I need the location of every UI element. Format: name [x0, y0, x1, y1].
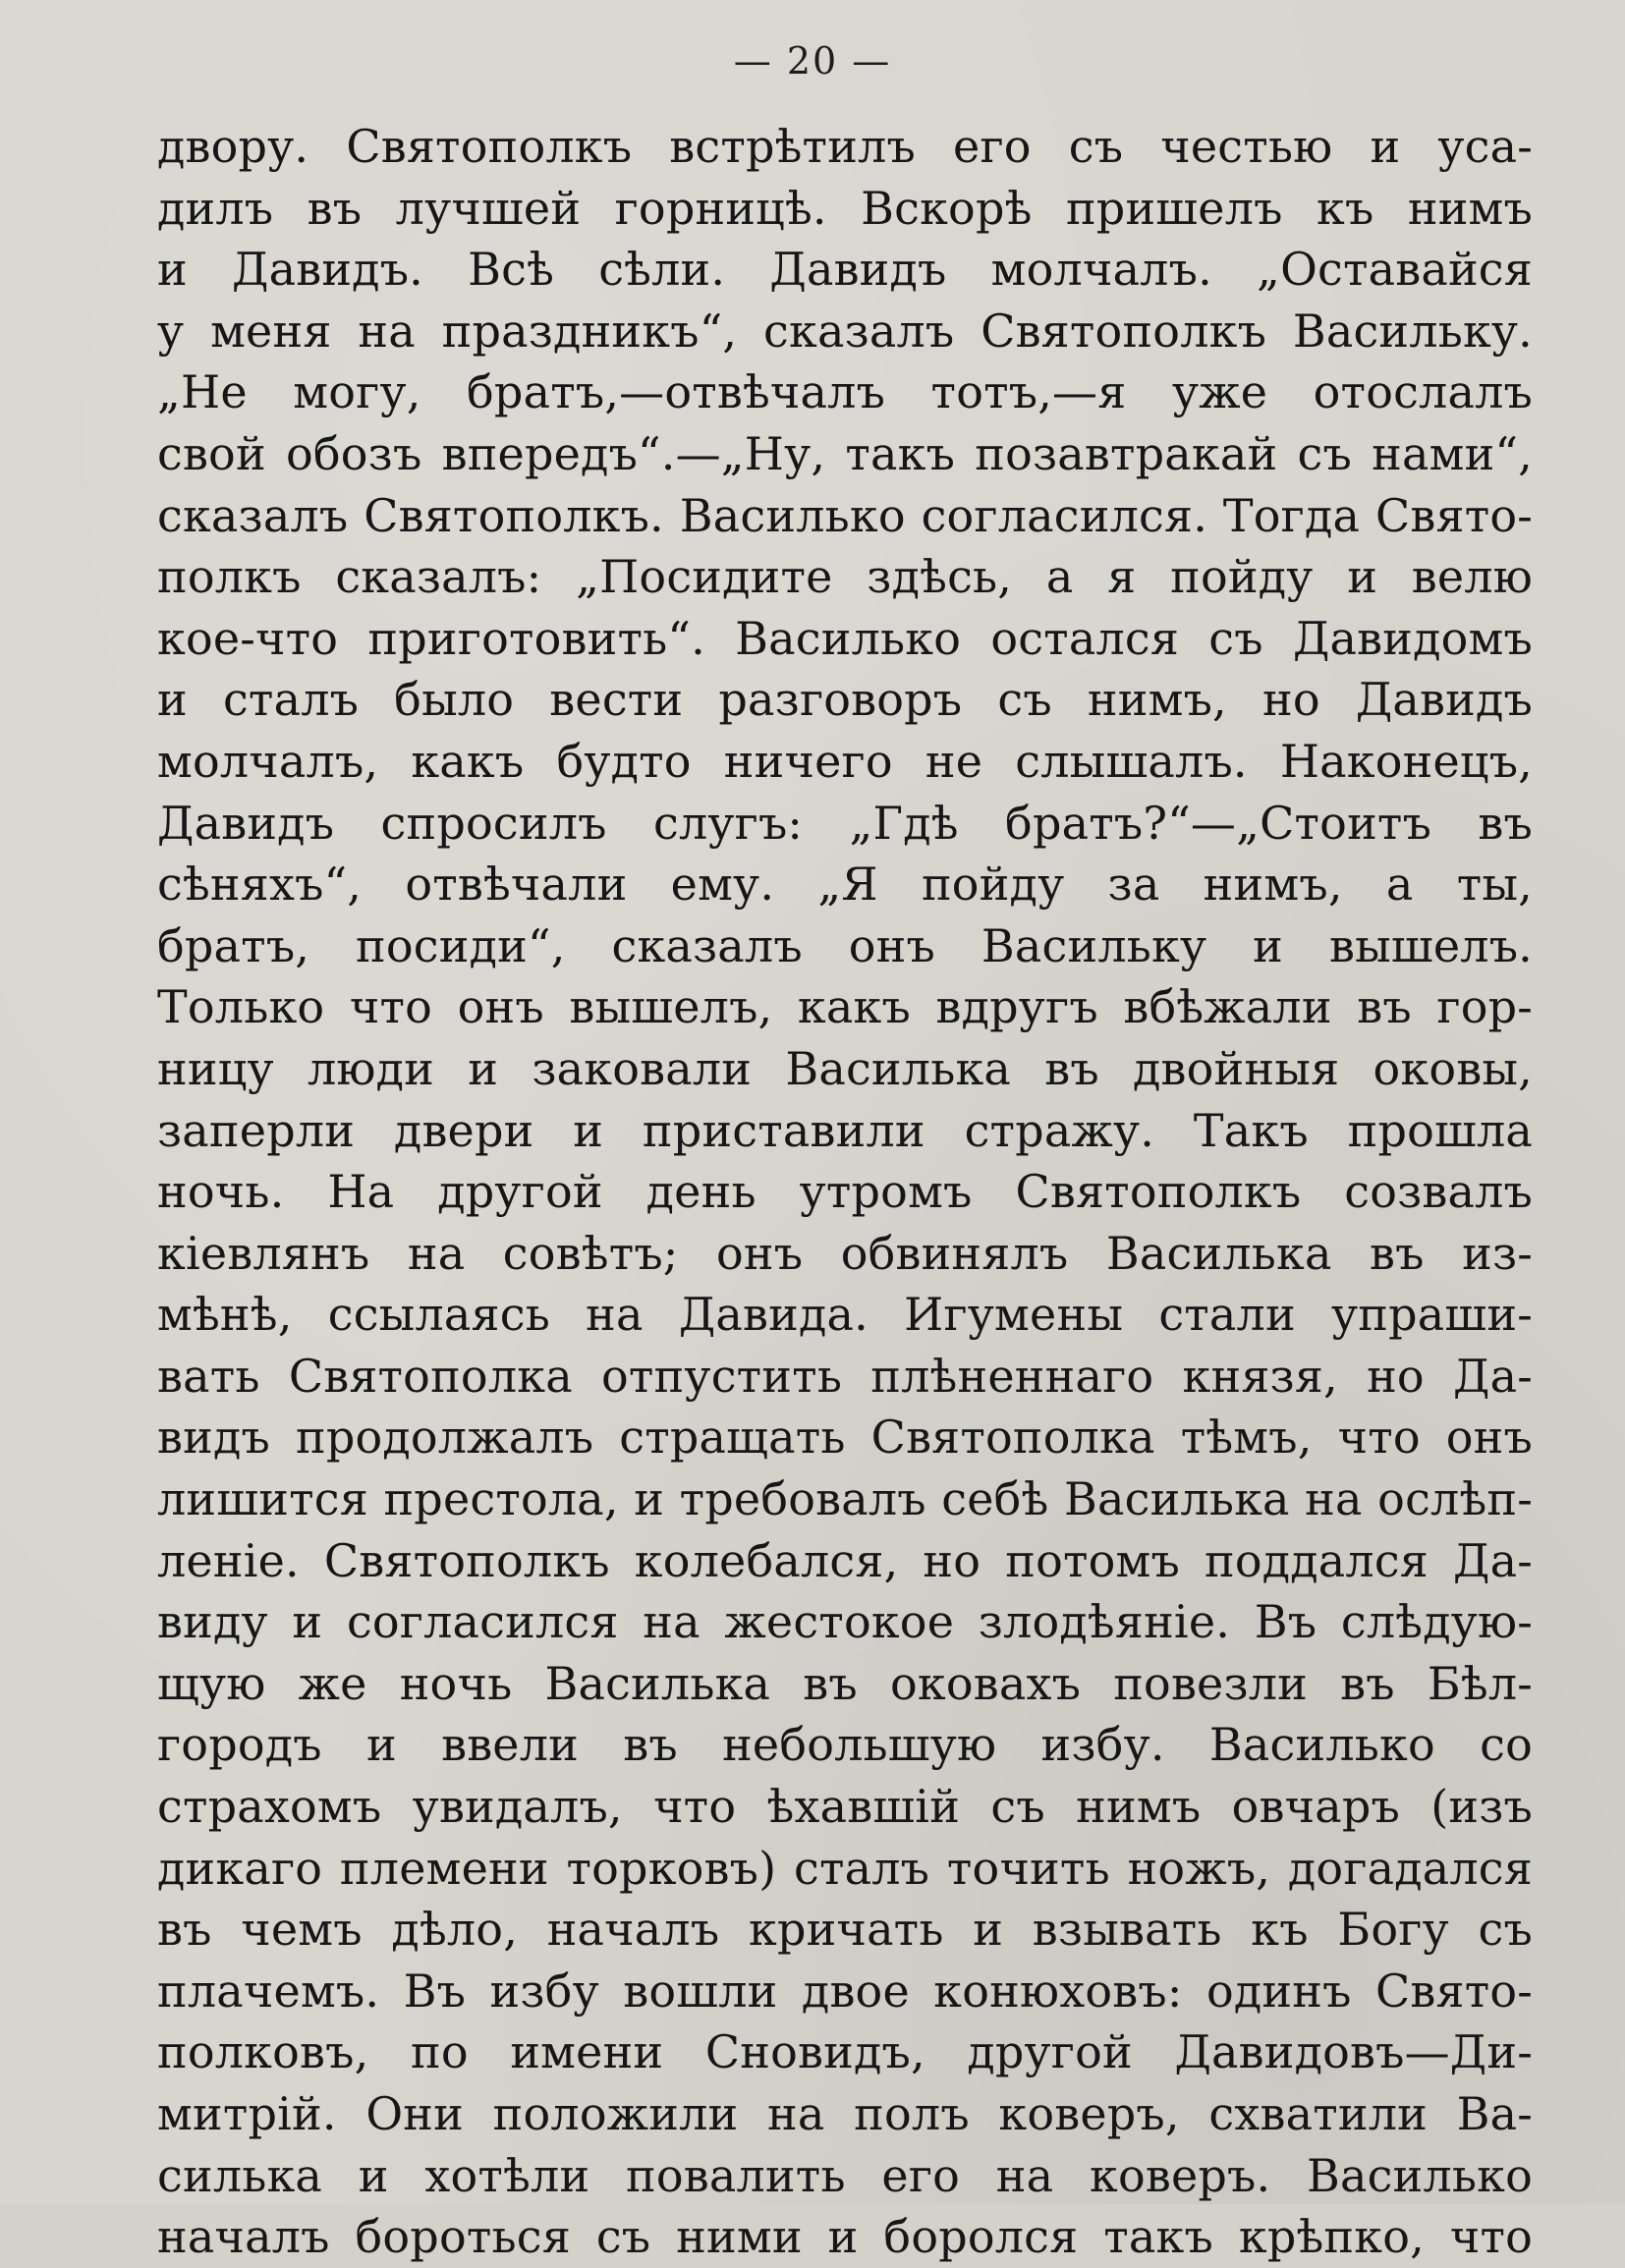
text-line: ницу люди и заковали Василька въ двойныя оковы, — [157, 1041, 1533, 1095]
page-number: — 20 — — [733, 39, 892, 83]
text-line: Давидъ спросилъ слугъ: „Гдѣ братъ?“—„Стоитъ въ — [157, 796, 1533, 850]
text-line: щую же ночь Василька въ оковахъ повезли въ Бѣл- — [157, 1656, 1533, 1710]
text-line: свой обозъ впередъ“.—„Ну, такъ позавтракай съ нами“, — [157, 426, 1533, 480]
text-line: дикаго племени торковъ) сталъ точить ножъ, догадался — [157, 1841, 1533, 1895]
text-line: виду и согласился на жестокое злодѣяніе. Въ слѣдую- — [157, 1595, 1533, 1649]
text-line: „Не могу, братъ,—отвѣчалъ тотъ,—я уже отослалъ — [157, 365, 1533, 419]
text-line: заперли двери и приставили стражу. Такъ прошла — [157, 1103, 1533, 1157]
text-line: и сталъ было вести разговоръ съ нимъ, но Давидъ — [157, 673, 1533, 727]
text-line: страхомъ увидалъ, что ѣхавшій съ нимъ овчаръ (изъ — [157, 1780, 1533, 1834]
text-line: полковъ, по имени Сновидъ, другой Давидовъ—Ди- — [157, 2025, 1533, 2079]
text-line: кіевлянъ на совѣтъ; онъ обвинялъ Василька въ из- — [157, 1226, 1533, 1280]
text-line: плачемъ. Въ избу вошли двое конюховъ: одинъ Свято- — [157, 1964, 1533, 2018]
text-line: дилъ въ лучшей горницѣ. Вскорѣ пришелъ къ нимъ — [157, 181, 1533, 235]
text-line: полкъ сказалъ: „Посидите здѣсь, а я пойду и велю — [157, 550, 1533, 604]
text-line: сѣняхъ“, отвѣчали ему. „Я пойду за нимъ, а ты, — [157, 857, 1533, 912]
text-line: мѣнѣ, ссылаясь на Давида. Игумены стали упраши- — [157, 1288, 1533, 1342]
text-line: кое-что приготовить“. Василько остался съ Давидомъ — [157, 611, 1533, 665]
text-line: ночь. На другой день утромъ Святополкъ созвалъ — [157, 1165, 1533, 1219]
text-line: въ чемъ дѣло, началъ кричать и взывать къ Богу съ — [157, 1903, 1533, 1957]
text-line: вать Святополка отпустить плѣненнаго князя, но Да- — [157, 1349, 1533, 1403]
text-line: молчалъ, какъ будто ничего не слышалъ. Наконецъ, — [157, 734, 1533, 788]
text-line: городъ и ввели въ небольшую избу. Василько со — [157, 1718, 1533, 1772]
text-line: леніе. Святополкъ колебался, но потомъ поддался Да- — [157, 1533, 1533, 1587]
text-line: и Давидъ. Всѣ сѣли. Давидъ молчалъ. „Оставайся — [157, 243, 1533, 297]
text-line: братъ, посиди“, сказалъ онъ Васильку и вышелъ. — [157, 918, 1533, 972]
text-line: двору. Святополкъ встрѣтилъ его съ честью и уса- — [157, 120, 1533, 173]
body-text — [157, 116, 1533, 2268]
text-line: силька и хотѣли повалить его на коверъ. Василько — [157, 2148, 1533, 2202]
text-line: Только что онъ вышелъ, какъ вдругъ вбѣжали въ гор- — [157, 980, 1533, 1034]
text-line: митрій. Они положили на полъ коверъ, схватили Ва- — [157, 2087, 1533, 2140]
text-line: у меня на праздникъ“, сказалъ Святополкъ Васильку. — [157, 304, 1533, 358]
text-line: сказалъ Святополкъ. Василько согласился. Тогда Свято- — [157, 488, 1533, 542]
text-line: видъ продолжалъ стращать Святополка тѣмъ, что онъ — [157, 1411, 1533, 1465]
text-line: лишится престола, и требовалъ себѣ Василька на ослѣп- — [157, 1472, 1533, 1526]
text-line: началъ бороться съ ними и боролся такъ крѣпко, что — [157, 2210, 1533, 2264]
